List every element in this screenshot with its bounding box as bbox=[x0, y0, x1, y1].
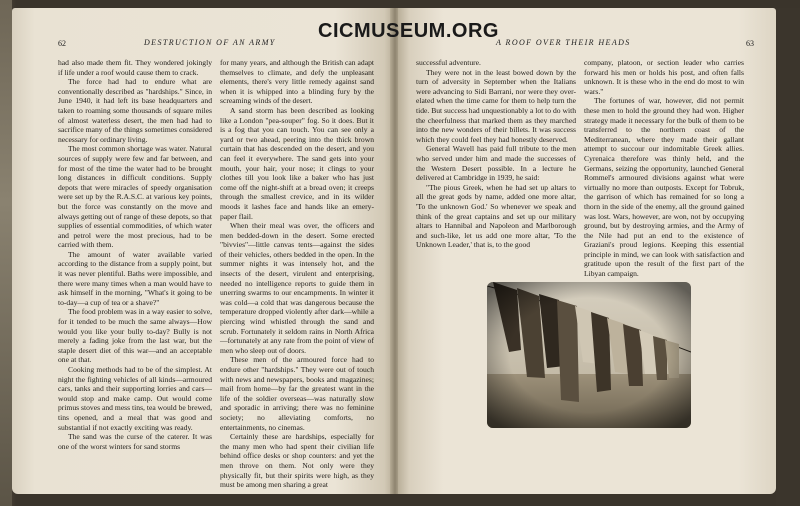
paragraph: The sand was the curse of the caterer. It was one of the worst winters for sand storms bbox=[58, 432, 212, 451]
paragraph: The force had had to endure what are conventionally described as "hardships." Since, in June 1940, it had left its base headquarters and taken to roaming some thousands of square miles of almost waterless desert, the men had had to sacrifice many of the things sometimes considered necessary for ordinary living. bbox=[58, 77, 212, 144]
right-column-2 bbox=[584, 58, 744, 279]
right-page-number: 63 bbox=[746, 39, 754, 48]
paragraph: The fortunes of war, however, did not permit these men to hold the ground they had won. Higher strategy made it necessary for the bulk of them to be transferred to the northern coast of the Mediterranean, where they made their gallant attempt to succour our indomitable Greek allies. Cyrenaica therefore was thinly held, and the Germans, seizing the opportunity, launched General Rommel's armoured divisions against what were virtually no more than outposts. Except for Tobruk, the garrison of which has remained for so long a thorn in the side of the enemy, all the ground gained was lost. Wars, however, are won, not by occupying ground, but by destroying armies, and the Army of the Nile had put an end to the existence of Graziani's proud legions. Keeping this essential principle in mind, we can look with satisfaction and gratitude upon the result of the first part of the Libyan campaign. bbox=[584, 96, 744, 279]
paragraph: Cooking methods had to be of the simplest. At night the fighting vehicles of all kinds—armoured cars, tanks and their supporting lorries and cars—would stop and make camp. Out would come primus stoves and mess tins, tea would be brewed, tins opened, and a meal that was good and substantial if not exactly exciting was ready. bbox=[58, 365, 212, 432]
paragraph: "The pious Greek, when he had set up altars to all the great gods by name, added one more altar, 'To the unknown God.' So whenever we speak and think of the great captains and set up our military altars to Hannibal and Napoleon and Marlborough and such-like, let us add one more altar, 'To the Unknown Leader,' that is, to the good bbox=[416, 182, 576, 250]
paragraph: Certainly these are hardships, especially for the many men who had spent their civilian life behind office desks or shop counters: and yet the men throve on them. Not only were they physically fit, but their spirits were high, as they must be among men sharing a great bbox=[220, 432, 374, 490]
paragraph: The food problem was in a way easier to solve, for it tended to be much the same always—How would you like your bully to-day? Bully is not merely a fading joke from the last war, but the staple desert diet of this war—and an acceptable one at that. bbox=[58, 307, 212, 365]
paragraph: When their meal was over, the officers and men bedded-down in the desert. Some erected "bivvies"—little canvas tents—against the sides of their vehicles, others bedded in the open. In the summer nights it was intensely hot, and the insects of the desert, virulent and enterprising, needed no intelligence reports to guide them in unerring swarms to our encampments. In winter it was cold—a cold that was dangerous because the temperature dropped violently after dark—while a piercing wind whistled through the sand and scrub. Fortunately it seldom rains in North Africa—fortunately at any rate from the point of view of men who sleep out of doors. bbox=[220, 221, 374, 355]
left-page bbox=[12, 8, 392, 494]
laundry-photo-illustration bbox=[487, 282, 691, 428]
site-watermark: CICMUSEUM.ORG bbox=[318, 20, 499, 42]
right-running-head: A ROOF OVER THEIR HEADS bbox=[496, 38, 631, 47]
laundry-photograph bbox=[487, 282, 691, 428]
paragraph: They were not in the least bowed down by the turn of adversity in September when the Italians were advancing to Sidi Barrani, nor were they over-elated when the time came for them to help turn the tide. But success had unquestionably a lot to do with the cheerfulness that marked them as they marched into the new wonders of their billets. It was success which they could feel they had honestly deserved. bbox=[416, 67, 576, 144]
paragraph: had also made them fit. They wondered jokingly if life under a roof would cause them to crack. bbox=[58, 58, 212, 77]
paragraph: for many years, and although the British can adapt themselves to climate, and defy the unpleasant elements, there's very little remedy against sand when it is whipped into a blinding fury by the screaming winds of the desert. bbox=[220, 58, 374, 106]
paragraph: These men of the armoured force had to endure other "hardships." They were out of touch with news and newspapers, books and magazines; mail from home—by far the greatest want in the life of the soldier overseas—was naturally slow and sporadic in arriving; there was no feminine society; no alleviating comforts, no entertainments, no cinemas. bbox=[220, 355, 374, 432]
paragraph: successful adventure. bbox=[416, 58, 481, 67]
paragraph: company, platoon, or section leader who carries forward his men or holds his post, and often falls unknown. It is these who in the end do most to win wars." bbox=[584, 58, 744, 96]
left-column-2 bbox=[220, 58, 374, 490]
book-edge-right bbox=[776, 8, 800, 506]
left-page-number: 62 bbox=[58, 39, 66, 48]
paragraph: The most common shortage was water. Natural sources of supply were few and far between, and for most of the time the water had to be brought long distances in difficult conditions. Supply depots that were miracles of speedy organisation were set up by the R.A.S.C. at various key points, but the force was constantly on the move and always getting out of range of these depots, so that supplies of essential commodities, of which water and petrol were the most precious, had to be carried with them. bbox=[58, 144, 212, 250]
right-column-1 bbox=[416, 58, 576, 278]
paragraph: A sand storm has been described as looking like a London "pea-souper" fog. So it does. But it is a fog that you can touch. You can see only a yard or two ahead, peering into the thick brown curtain that has descended on the desert, and you can feel it everywhere. The sand gets into your mouth, your hair, your nose; it clings to your clothes till you look like a baker who has just come off the night-shift at a bread oven; it creeps through the smallest crevice, and in its wilder moods it lashes face and hands like an emery-paper flail. bbox=[220, 105, 374, 221]
left-column-1 bbox=[58, 58, 212, 451]
paragraph: The amount of water available varied according to the distance from a supply point, but it was never plentiful. Baths were impossible, and there were many times when a man would have to ask himself in the morning, "What's it going to be to-day—a cup of tea or a shave?" bbox=[58, 249, 212, 307]
book-edge-left bbox=[0, 0, 12, 506]
paragraph: General Wavell has paid full tribute to the men who served under him and made the successes of the Western Desert possible. In a lecture he delivered at Cambridge in 1939, he said: bbox=[416, 144, 576, 183]
left-running-head: DESTRUCTION OF AN ARMY bbox=[144, 38, 276, 47]
